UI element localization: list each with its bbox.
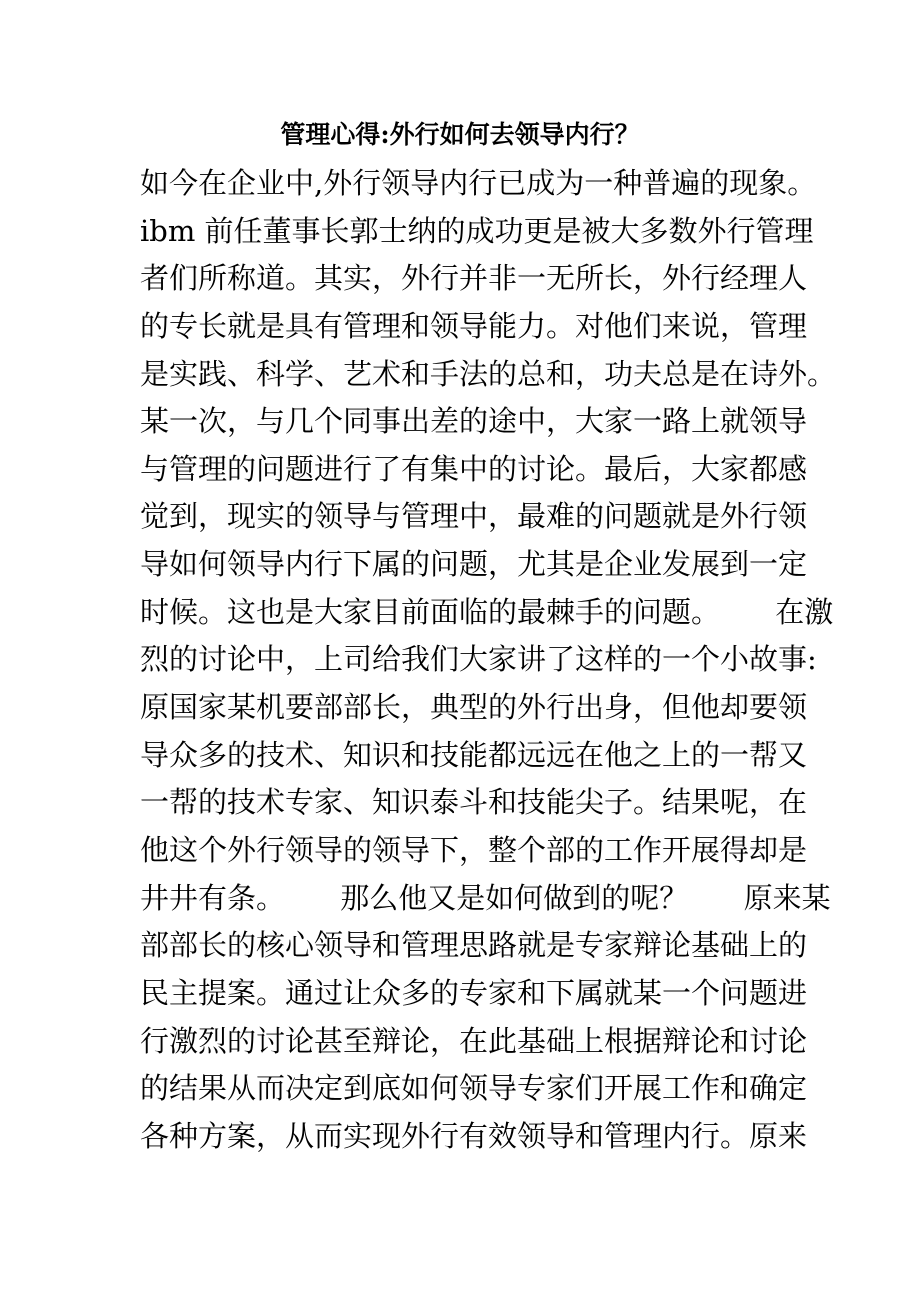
body-line: 他这个外行领导的领导下，整个部的工作开展得却是 [140, 832, 808, 867]
body-line: 时候。这也是大家目前面临的最棘手的问题。 在激 [140, 594, 834, 629]
body-line: 行激烈的讨论甚至辩论，在此基础上根据辩论和讨论 [140, 1023, 808, 1058]
body-line: 部部长的核心领导和管理思路就是专家辩论基础上的 [140, 928, 808, 963]
body-line: 是实践、科学、艺术和手法的总和，功夫总是在诗外。 [140, 356, 837, 391]
body-line: 某一次，与几个同事出差的途中，大家一路上就领导 [140, 404, 808, 439]
document-body [140, 160, 837, 1160]
body-line: 的结果从而决定到底如何领导专家们开展工作和确定 [140, 1071, 808, 1106]
body-line: 与管理的问题进行了有集中的讨论。最后，大家都感 [140, 451, 808, 486]
body-line: 原国家某机要部部长，典型的外行出身，但他却要领 [140, 690, 808, 725]
body-line: 导如何领导内行下属的问题，尤其是企业发展到一定 [140, 547, 808, 582]
body-line: 的专长就是具有管理和领导能力。对他们来说，管理 [140, 308, 808, 343]
body-line: 觉到，现实的领导与管理中，最难的问题就是外行领 [140, 499, 808, 534]
body-line: 一帮的技术专家、知识泰斗和技能尖子。结果呢，在 [140, 785, 808, 820]
body-line: 民主提案。通过让众多的专家和下属就某一个问题进 [140, 975, 808, 1010]
body-line: 烈的讨论中，上司给我们大家讲了这样的一个小故事: [140, 642, 817, 677]
body-line: 者们所称道。其实，外行并非一无所长，外行经理人 [140, 261, 808, 296]
body-line: 导众多的技术、知识和技能都远远在他之上的一帮又 [140, 737, 808, 772]
document-title: 管理心得:外行如何去领导内行？ [280, 120, 640, 149]
body-line: 各种方案，从而实现外行有效领导和管理内行。原来 [140, 1118, 808, 1153]
body-line: 井井有条。 那么他又是如何做到的呢？ 原来某 [140, 880, 831, 915]
body-line: ibm 前任董事长郭士纳的成功更是被大多数外行管理 [140, 213, 814, 248]
body-line: 如今在企业中,外行领导内行已成为一种普遍的现象。 [140, 166, 817, 200]
